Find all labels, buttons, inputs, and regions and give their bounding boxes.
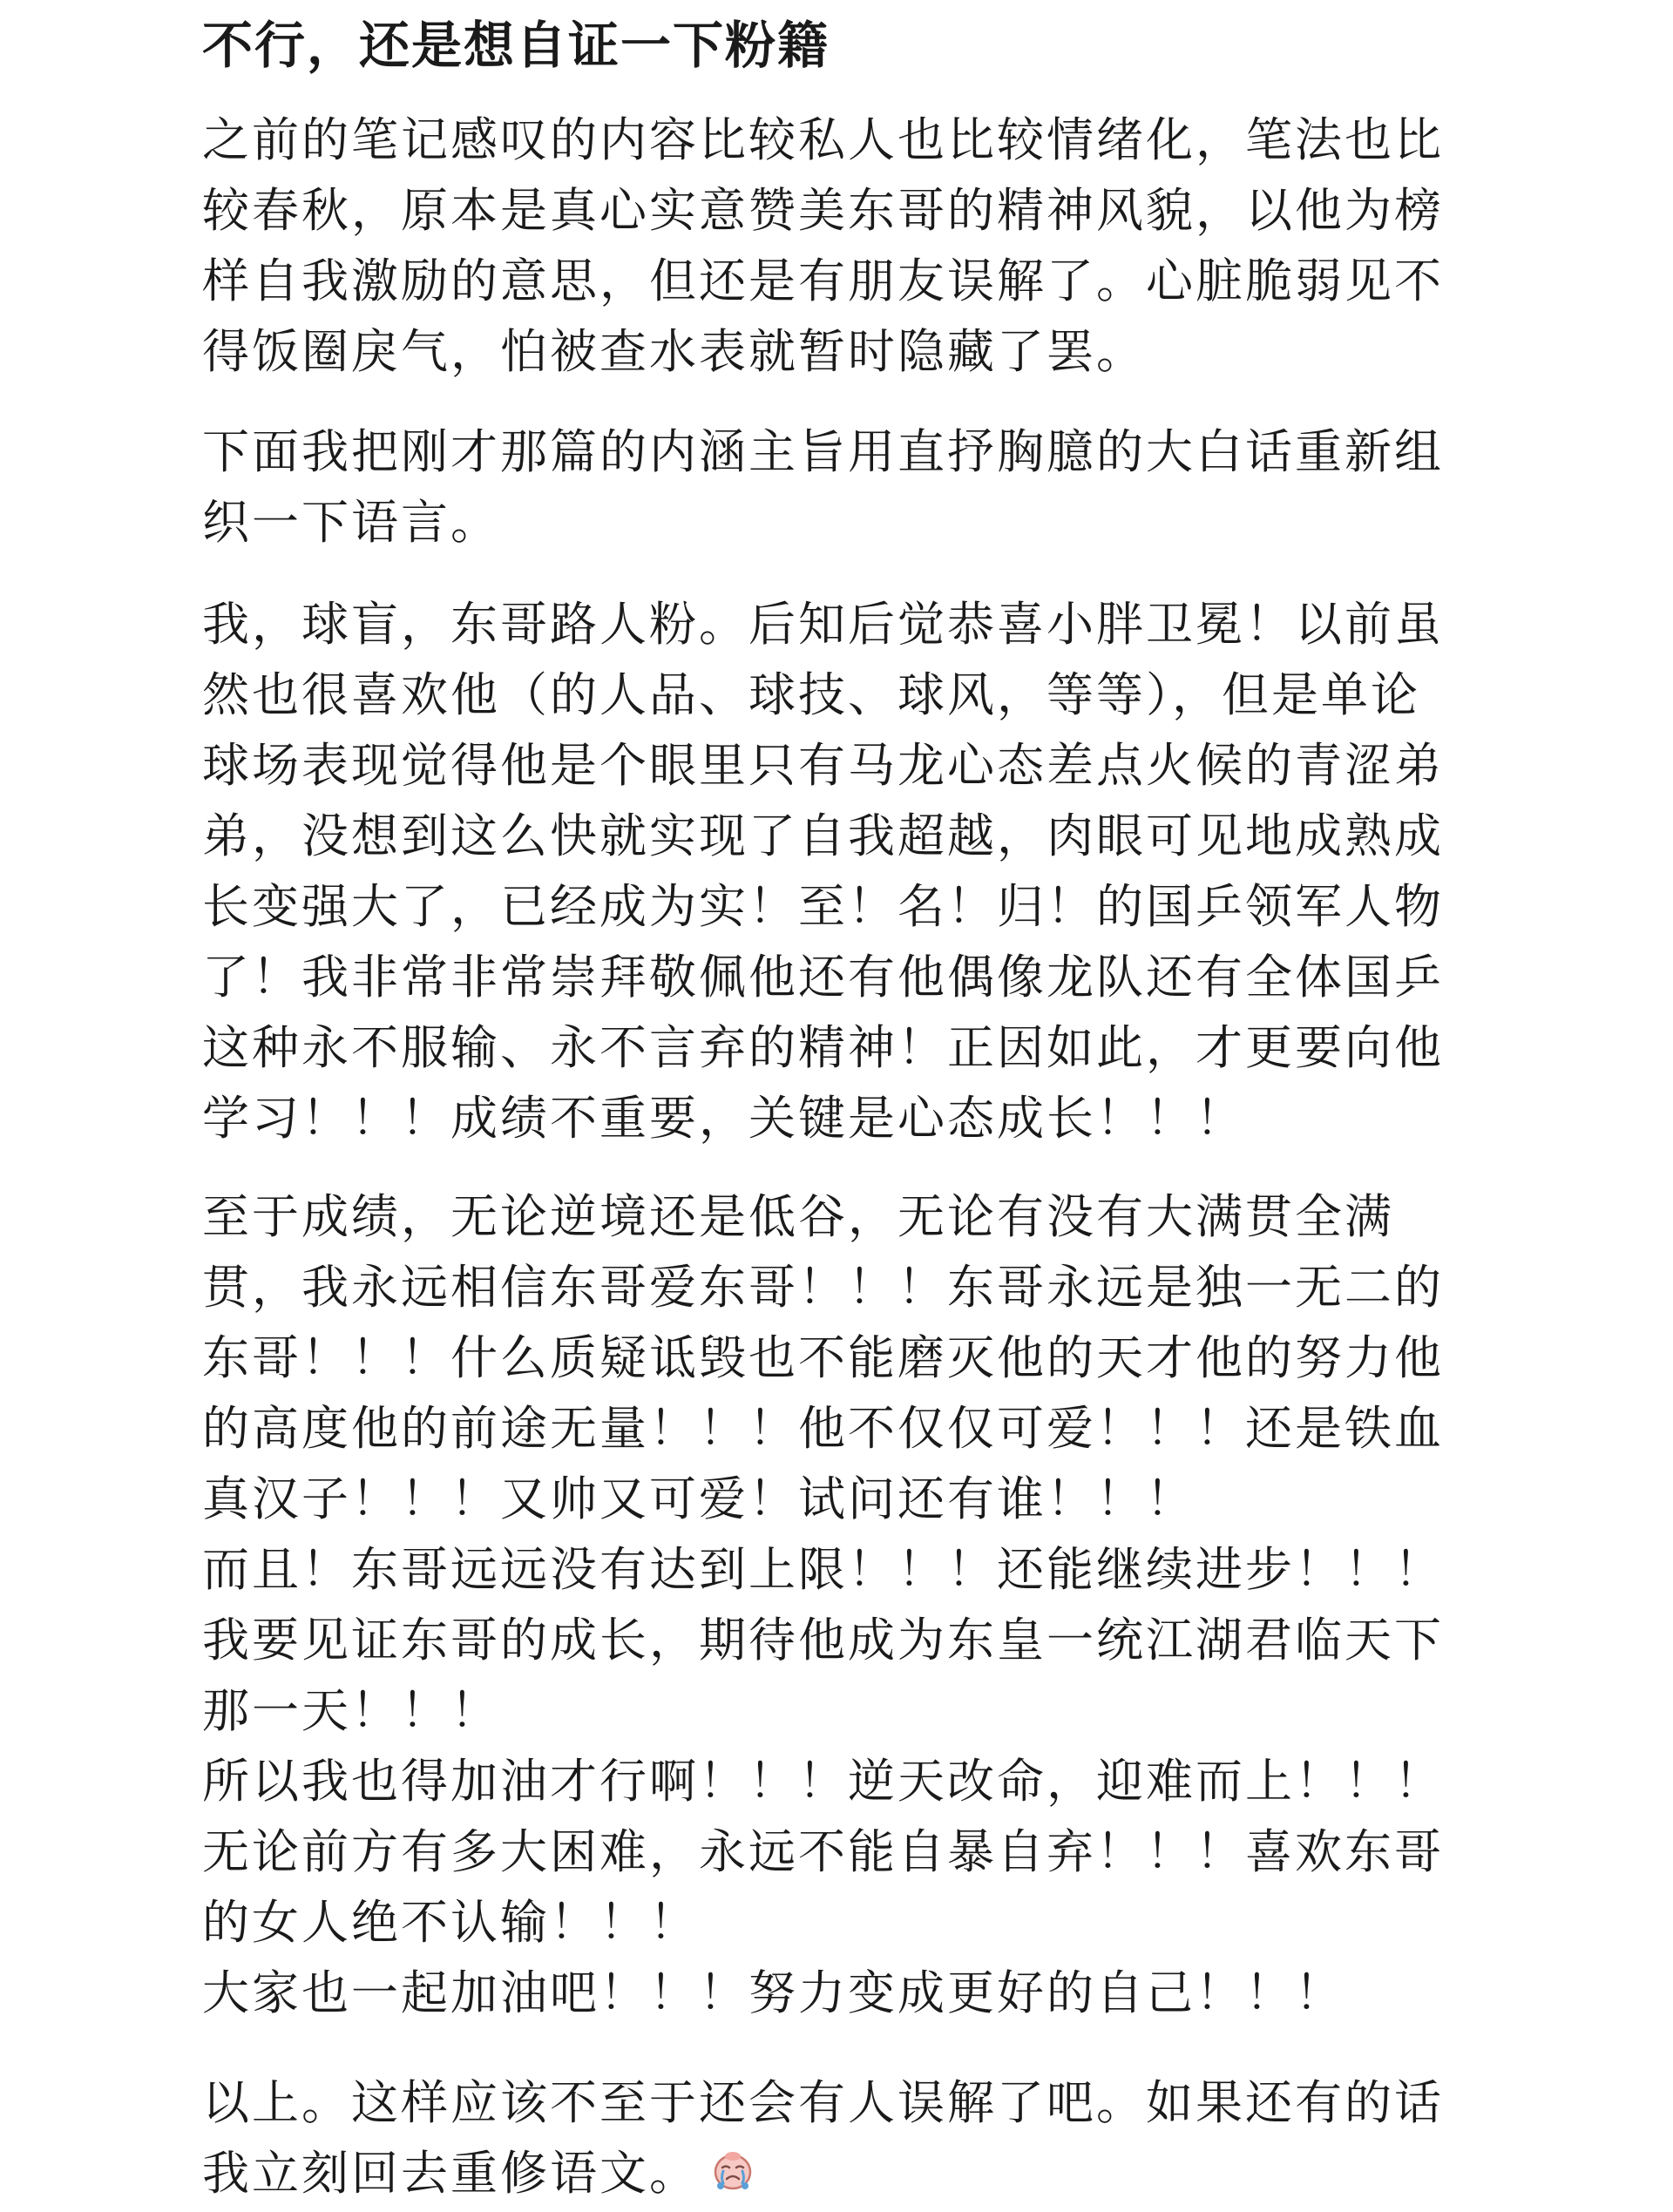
paragraph-rewrite-note [202,416,1474,558]
note-title: 不行，还是想自证一下粉籍 [202,16,830,75]
text-line: 所以我也得加油才行啊！！！逆天改命，迎难而上！！！ [202,1754,1444,1809]
text-line: 学习！！！成绩不重要，关键是心态成长！！！ [202,1091,1245,1146]
text-line-with-emoji [202,2138,1474,2209]
text-line: 较春秋，原本是真心实意赞美东哥的精神风貌，以他为榜 [202,183,1444,238]
text-line: 而且！东哥远远没有达到上限！！！还能继续进步！！！ [202,1542,1444,1597]
text-line: 大家也一起加油吧！！！努力变成更好的自己！！！ [202,1965,1344,2020]
crying-emoji-icon [709,2141,756,2212]
text-line: 我要见证东哥的成长，期待他成为东皇一统江湖君临天下 [202,1613,1444,1667]
text-line: 织一下语言。 [202,495,500,550]
text-line: 得饭圈戾气，怕被查水表就暂时隐藏了罢。 [202,324,1146,379]
text-line: 了！我非常非常崇拜敬佩他还有他偶像龙队还有全体国乒 [202,950,1444,1005]
paragraph-intro [202,105,1474,387]
text-line: 球场表现觉得他是个眼里只有马龙心态差点火候的青涩弟 [202,738,1444,793]
paragraph-closing [202,2067,1474,2209]
text-line: 无论前方有多大困难，永远不能自暴自弃！！！喜欢东哥 [202,1824,1444,1879]
text-line: 弟，没想到这么快就实现了自我超越，肉眼可见地成熟成 [202,808,1444,863]
text-line: 这种永不服输、永不言弃的精神！正因如此，才更要向他 [202,1020,1444,1075]
text-line: 下面我把刚才那篇的内涵主旨用直抒胸臆的大白话重新组 [202,424,1444,479]
text-line: 以上。这样应该不至于还会有人误解了吧。如果还有的话 [202,2075,1444,2130]
text-line: 我，球盲，东哥路人粉。后知后觉恭喜小胖卫冕！以前虽 [202,597,1444,652]
text-line: 样自我激励的意思，但还是有朋友误解了。心脏脆弱见不 [202,254,1444,308]
text-line: 然也很喜欢他（的人品、球技、球风，等等），但是单论 [202,667,1420,722]
text-line: 的女人绝不认输！！！ [202,1895,699,1950]
paragraph-fan-statement [202,589,1474,1153]
closing-text: 我立刻回去重修语文。 [202,2146,699,2201]
text-line: 真汉子！！！又帅又可爱！试问还有谁！！！ [202,1471,1195,1526]
text-line: 那一天！！！ [202,1683,500,1738]
text-line: 东哥！！！什么质疑诋毁也不能磨灭他的天才他的努力他 [202,1330,1444,1385]
text-line: 贯，我永远相信东哥爱东哥！！！东哥永远是独一无二的 [202,1260,1444,1315]
paragraph-encouragement [202,1181,1474,2028]
text-line: 至于成绩，无论逆境还是低谷，无论有没有大满贯全满 [202,1189,1394,1244]
text-line: 之前的笔记感叹的内容比较私人也比较情绪化，笔法也比 [202,112,1444,167]
text-line: 长变强大了，已经成为实！至！名！归！的国乒领军人物 [202,879,1444,934]
text-line: 的高度他的前途无量！！！他不仅仅可爱！！！还是铁血 [202,1401,1444,1456]
